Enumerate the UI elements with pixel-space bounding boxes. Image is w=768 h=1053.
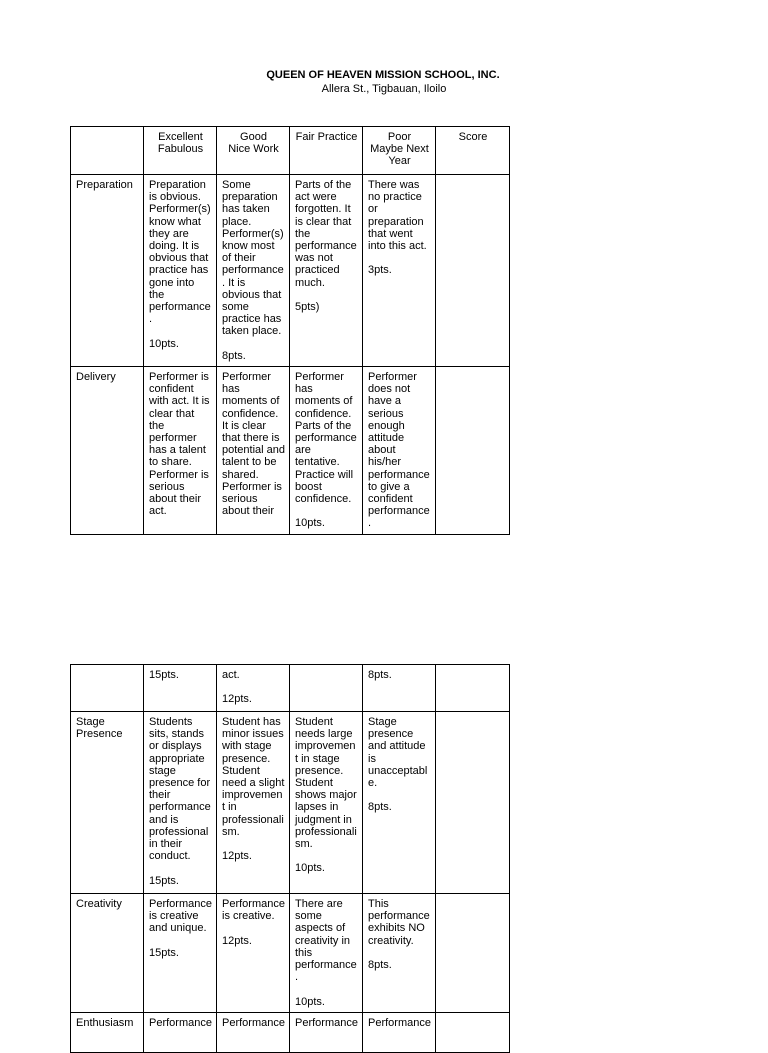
score-cell[interactable] [436, 712, 510, 894]
score-cell[interactable] [436, 1012, 510, 1052]
score-cell[interactable] [436, 894, 510, 1013]
criteria-label: Enthusiasm [71, 1012, 144, 1052]
fair-cell: Parts of the act were forgotten. It is clear that the performance was not practiced much. 5pts) [290, 175, 363, 367]
score-cell[interactable] [436, 665, 510, 712]
row-preparation [71, 175, 510, 367]
poor-cell: There was no practice or preparation that went into this act. 3pts. [363, 175, 436, 367]
good-cell: Student has minor issues with stage presence. Student need a slight improvement in professionali sm. 12pts. [217, 712, 290, 894]
criteria-label: Delivery [71, 367, 144, 535]
excellent-cell: Performance is creative and unique. 15pts. [144, 894, 217, 1013]
excellent-cell: Students sits, stands or displays appropriate stage presence for their performance and is professional in their conduct. 15pts. [144, 712, 217, 894]
header-score: Score [436, 127, 510, 175]
poor-cell: Stage presence and attitude is unacceptabl e. 8pts. [363, 712, 436, 894]
row-enthusiasm [71, 1012, 510, 1052]
poor-cell: Performer does not have a serious enough attitude about his/her performance to give a confident performance. [363, 367, 436, 535]
fair-cell: There are some aspects of creativity in this performance. 10pts. [290, 894, 363, 1013]
excellent-cell: 15pts. [144, 665, 217, 712]
excellent-cell: Performer is confident with act. It is clear that the performer has a talent to share. Performer is serious about their act. [144, 367, 217, 535]
criteria-label [71, 665, 144, 712]
row-creativity [71, 894, 510, 1013]
row-continued [71, 665, 510, 712]
poor-cell: Performance [363, 1012, 436, 1052]
poor-cell: 8pts. [363, 665, 436, 712]
fair-cell: Student needs large improvement in stage presence. Student shows major lapses in judgment in professionali sm. 10pts. [290, 712, 363, 894]
excellent-cell: Preparation is obvious. Performer(s) know what they are doing. It is obvious that practice has gone into the performance. 10pts. [144, 175, 217, 367]
criteria-label: Preparation [71, 175, 144, 367]
fair-cell [290, 665, 363, 712]
score-cell[interactable] [436, 367, 510, 535]
rubric-table-page-2 [70, 664, 510, 1053]
school-address: Allera St., Tigbauan, Iloilo [321, 83, 447, 95]
criteria-label: Stage Presence [71, 712, 144, 894]
row-stage-presence [71, 712, 510, 894]
good-cell: Some preparation has taken place. Performer(s) know most of their performance. It is obvious that some practice has taken place. 8pts. [217, 175, 290, 367]
good-cell: Performer has moments of confidence. It is clear that there is potential and talent to be shared. Performer is serious about their [217, 367, 290, 535]
excellent-cell: Performance [144, 1012, 217, 1052]
good-cell: Performance is creative. 12pts. [217, 894, 290, 1013]
row-delivery [71, 367, 510, 535]
header-criteria [71, 127, 144, 175]
header-fair: Fair Practice [290, 127, 363, 175]
header-row [71, 127, 510, 175]
good-cell: Performance [217, 1012, 290, 1052]
school-name: QUEEN OF HEAVEN MISSION SCHOOL, INC. [266, 69, 500, 81]
fair-cell: Performance [290, 1012, 363, 1052]
document-header [0, 68, 768, 96]
rubric-table-page-1 [70, 126, 510, 535]
header-excellent: Excellent Fabulous [144, 127, 217, 175]
header-poor: Poor Maybe Next Year [363, 127, 436, 175]
score-cell[interactable] [436, 175, 510, 367]
poor-cell: This performance exhibits NO creativity. 8pts. [363, 894, 436, 1013]
fair-cell: Performer has moments of confidence. Parts of the performance are tentative. Practice will boost confidence. 10pts. [290, 367, 363, 535]
good-cell: act. 12pts. [217, 665, 290, 712]
criteria-label: Creativity [71, 894, 144, 1013]
header-good: Good Nice Work [217, 127, 290, 175]
